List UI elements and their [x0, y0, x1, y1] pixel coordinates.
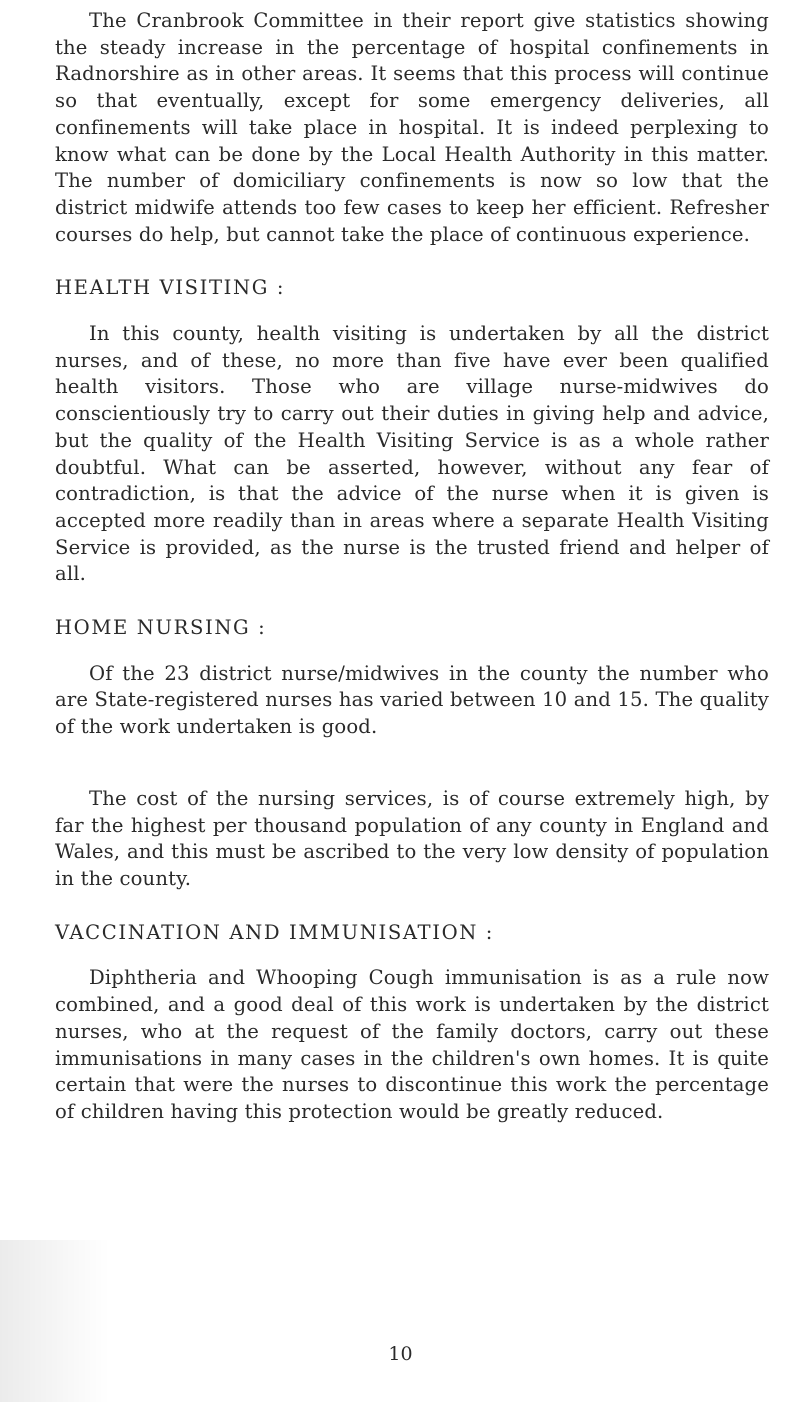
vaccination-heading: VACCINATION AND IMMUNISATION :	[55, 920, 495, 944]
home-nursing-paragraph-1: Of the 23 district nurse/midwives in the county the number who are State-registered nurses has varied between 10 and 15. The quality of the work undertaken is good.	[55, 661, 769, 739]
vaccination-paragraph: Diphtheria and Whooping Cough immunisation is as a rule now combined, and a good deal of this work is undertaken by the district nurses, who at the request of the family doctors, carry out these immunisations in many cases in the children's own homes. It is quite certain that were the nurses to discontinue this work the percentage of children having this protection would be greatly reduced.	[55, 966, 769, 1123]
home-nursing-paragraph-2: The cost of the nursing services, is of course extremely high, by far the highest per thousand population of any county in England and Wales, and this must be ascribed to the very low density of population in the county.	[55, 786, 769, 890]
scan-shadow	[0, 1240, 110, 1402]
home-nursing-heading: HOME NURSING :	[55, 616, 267, 640]
health-visiting-heading: HEALTH VISITING :	[55, 276, 286, 300]
text-column	[55, 8, 769, 1126]
intro-paragraph: The Cranbrook Committee in their report give statistics showing the steady increase in the percentage of hospital confinements in Radnorshire as in other areas. It seems that this process will continue so that eventually, except for some emergency deliveries, all confinements will take place in hospital. It is indeed perplexing to know what can be done by the Local Health Authority in this matter. The number of domiciliary confinements is now so low that the district midwife attends too few cases to keep her efficient. Refresher courses do help, but cannot take the place of continuous experience.	[55, 9, 769, 246]
page-number: 10	[388, 1343, 413, 1365]
health-visiting-paragraph: In this county, health visiting is undertaken by all the district nurses, and of these, no more than five have ever been qualified health visitors. Those who are village nurse-midwives do conscientiously try to carry out their duties in giving help and advice, but the quality of the Health Visiting Service is as a whole rather doubtful. What can be asserted, however, without any fear of contradiction, is that the advice of the nurse when it is given is accepted more readily than in areas where a separate Health Visiting Service is provided, as the nurse is the trusted friend and helper of all.	[55, 322, 769, 586]
